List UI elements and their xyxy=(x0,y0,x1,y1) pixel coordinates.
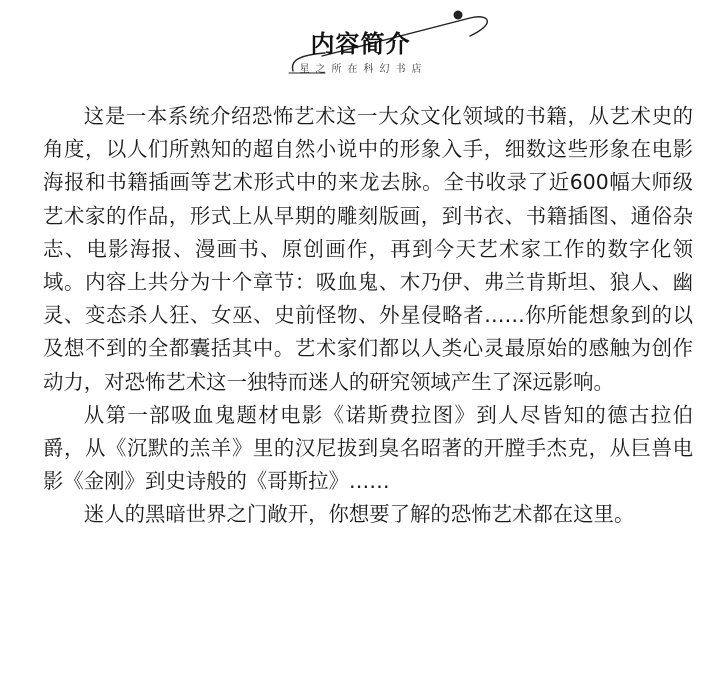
paragraph-examples: 从第一部吸血鬼题材电影《诺斯费拉图》到人尽皆知的德古拉伯爵，从《沉默的羔羊》里的汉尼拔到臭名昭著的开膛手杰克，从巨兽电影《金刚》到史诗般的《哥斯拉》…… xyxy=(43,402,693,494)
bookstore-tagline: 星之所在科幻书店 xyxy=(299,64,428,75)
page-title: 内容简介 xyxy=(310,30,411,58)
synopsis-body xyxy=(43,100,693,532)
paragraph-intro: 这是一本系统介绍恐怖艺术这一大众文化领域的书籍，从艺术史的角度，以人们所熟知的超自然小说中的形象入手，细数这些形象在电影海报和书籍插画等艺术形式中的来龙去脉。全书收录了近600幅大师级艺术家的作品，形式上从早期的雕刻版画，到书衣、书籍插图、通俗杂志、电影海报、漫画书、原创画作，再到今天艺术家工作的数字化领域。内容上共分为十个章节：吸血鬼、木乃伊、弗兰肯斯坦、狼人、幽灵、变态杀人狂、女巫、史前怪物、外星侵略者……你所能想象到的以及想不到的全都囊括其中。艺术家们都以人类心灵最原始的感触为创作动力，对恐怖艺术这一独特而迷人的研究领域产生了深远影响。 xyxy=(43,104,693,394)
section-header xyxy=(0,0,721,90)
paragraph-closing: 迷人的黑暗世界之门敞开，你想要了解的恐怖艺术都在这里。 xyxy=(83,502,635,527)
